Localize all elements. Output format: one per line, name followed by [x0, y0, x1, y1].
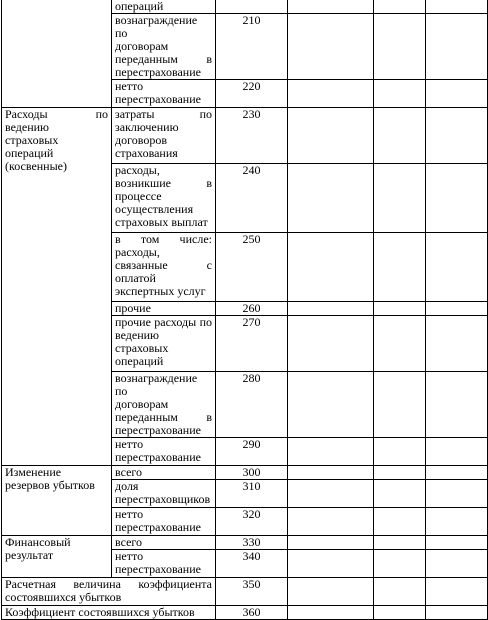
row-item-label [112, 0, 216, 14]
empty-value-cell [426, 233, 488, 302]
table-row [2, 606, 488, 620]
row-code: 250 [216, 233, 288, 302]
cell-line: перестрахование [115, 450, 201, 464]
cell-line: договорам [115, 397, 169, 411]
row-code: 280 [216, 372, 288, 438]
empty-value-cell [426, 438, 488, 466]
empty-value-cell [426, 536, 488, 550]
cell-line: результат [5, 548, 54, 562]
row-item-label [112, 508, 216, 536]
empty-value-cell [288, 466, 374, 480]
empty-value-cell [374, 233, 426, 302]
cell-line: страховых выплат [115, 215, 208, 229]
cell-line: расходы, [115, 245, 160, 259]
row-group-name [2, 0, 112, 108]
empty-value-cell [374, 302, 426, 316]
empty-value-cell [288, 0, 374, 14]
cell-line: всего [115, 535, 143, 549]
row-code: 320 [216, 508, 288, 536]
empty-value-cell [426, 316, 488, 372]
wide-row-label [2, 606, 216, 620]
cell-line: ведению [5, 120, 50, 134]
cell-line: переданным в [115, 410, 212, 424]
report-table [1, 0, 488, 620]
row-item-label [112, 316, 216, 372]
empty-value-cell [288, 316, 374, 372]
empty-value-cell [426, 480, 488, 508]
cell-line: всего [115, 465, 143, 479]
row-group-name [2, 108, 112, 466]
empty-value-cell [374, 372, 426, 438]
row-code: 220 [216, 80, 288, 108]
empty-value-cell [374, 466, 426, 480]
row-group-name [2, 536, 112, 578]
cell-line: осуществления [115, 202, 194, 216]
wide-row-label [2, 578, 216, 606]
table-row [2, 578, 488, 606]
empty-value-cell [374, 14, 426, 80]
row-item-label [112, 164, 216, 233]
row-item-label [112, 233, 216, 302]
report-table-body [2, 0, 488, 620]
cell-line: страховых [115, 341, 169, 355]
cell-line: прочие [115, 301, 151, 315]
empty-value-cell [374, 536, 426, 550]
empty-value-cell [374, 508, 426, 536]
cell-line: Изменение [5, 465, 62, 479]
empty-value-cell [288, 508, 374, 536]
cell-line: Финансовый [5, 535, 71, 549]
cell-line: нетто [115, 549, 144, 563]
empty-value-cell [288, 606, 374, 620]
row-item-label [112, 438, 216, 466]
row-item-label [112, 372, 216, 438]
empty-value-cell [288, 536, 374, 550]
cell-line: договоров [115, 133, 167, 147]
cell-line: экспертных услуг [115, 284, 206, 298]
row-code: 270 [216, 316, 288, 372]
cell-line: страховых [5, 133, 59, 147]
row-item-label [112, 480, 216, 508]
row-code: 360 [216, 606, 288, 620]
table-row [2, 108, 488, 164]
row-code: 210 [216, 14, 288, 80]
table-row [2, 0, 488, 14]
cell-line: перестрахование [115, 92, 201, 106]
cell-line: доля [115, 479, 139, 493]
empty-value-cell [374, 108, 426, 164]
row-code: 350 [216, 578, 288, 606]
empty-value-cell [288, 108, 374, 164]
cell-line: перестрахование [115, 65, 201, 79]
table-row [2, 466, 488, 480]
cell-line: (косвенные) [5, 159, 67, 173]
row-code: 330 [216, 536, 288, 550]
empty-value-cell [426, 0, 488, 14]
row-item-label [112, 466, 216, 480]
cell-line: состоявшихся убытков [5, 590, 122, 604]
empty-value-cell [374, 550, 426, 578]
cell-line: перестраховщиков [115, 492, 211, 506]
empty-value-cell [288, 438, 374, 466]
empty-value-cell [426, 466, 488, 480]
empty-value-cell [426, 606, 488, 620]
cell-line: нетто [115, 437, 144, 451]
row-code: 260 [216, 302, 288, 316]
empty-value-cell [288, 14, 374, 80]
cell-line: резервов убытков [5, 478, 95, 492]
row-item-label [112, 302, 216, 316]
empty-value-cell [288, 80, 374, 108]
empty-value-cell [426, 80, 488, 108]
cell-line: вознаграждение по [115, 13, 198, 40]
empty-value-cell [374, 578, 426, 606]
empty-value-cell [374, 480, 426, 508]
row-item-label [112, 80, 216, 108]
cell-line: оплатой [115, 271, 156, 285]
empty-value-cell [374, 438, 426, 466]
empty-value-cell [426, 550, 488, 578]
row-code: 240 [216, 164, 288, 233]
cell-line: перестрахование [115, 423, 201, 437]
empty-value-cell [374, 80, 426, 108]
cell-line: возникшие в [115, 176, 212, 190]
row-code: 290 [216, 438, 288, 466]
empty-value-cell [288, 233, 374, 302]
row-item-label [112, 108, 216, 164]
empty-value-cell [374, 0, 426, 14]
cell-line: Коэффициент состоявшихся убытков [5, 605, 195, 619]
row-code [216, 0, 288, 14]
empty-value-cell [426, 14, 488, 80]
cell-line: расходы, [115, 163, 160, 177]
empty-value-cell [426, 578, 488, 606]
empty-value-cell [374, 164, 426, 233]
empty-value-cell [374, 606, 426, 620]
cell-line: операций [5, 146, 54, 160]
cell-line: вознаграждение по [115, 371, 198, 398]
cell-line: процессе [115, 189, 162, 203]
row-item-label [112, 536, 216, 550]
cell-line: страхования [115, 146, 178, 160]
cell-line: перестрахование [115, 562, 201, 576]
empty-value-cell [374, 316, 426, 372]
row-code: 340 [216, 550, 288, 578]
empty-value-cell [288, 480, 374, 508]
row-group-name [2, 466, 112, 536]
empty-value-cell [426, 372, 488, 438]
cell-line: затраты по [115, 107, 212, 121]
cell-line: Расходы по [5, 107, 108, 121]
empty-value-cell [288, 550, 374, 578]
cell-line: Расчетная величина коэффициента [5, 577, 212, 591]
cell-line: операций [115, 0, 164, 13]
row-item-label [112, 550, 216, 578]
empty-value-cell [426, 508, 488, 536]
table-row [2, 536, 488, 550]
row-item-label [112, 14, 216, 80]
cell-line: ведению [115, 328, 160, 342]
empty-value-cell [426, 302, 488, 316]
cell-line: в том числе: [115, 232, 212, 246]
cell-line: прочие расходы по [115, 315, 212, 329]
empty-value-cell [288, 302, 374, 316]
empty-value-cell [288, 372, 374, 438]
empty-value-cell [426, 164, 488, 233]
row-code: 310 [216, 480, 288, 508]
empty-value-cell [426, 108, 488, 164]
empty-value-cell [288, 578, 374, 606]
cell-line: заключению [115, 120, 179, 134]
row-code: 230 [216, 108, 288, 164]
cell-line: переданным в [115, 52, 212, 66]
cell-line: связанные с [115, 258, 212, 272]
row-code: 300 [216, 466, 288, 480]
cell-line: перестрахование [115, 520, 201, 534]
cell-line: договорам [115, 39, 169, 53]
cell-line: нетто [115, 79, 144, 93]
cell-line: операций [115, 354, 164, 368]
empty-value-cell [288, 164, 374, 233]
cell-line: нетто [115, 507, 144, 521]
